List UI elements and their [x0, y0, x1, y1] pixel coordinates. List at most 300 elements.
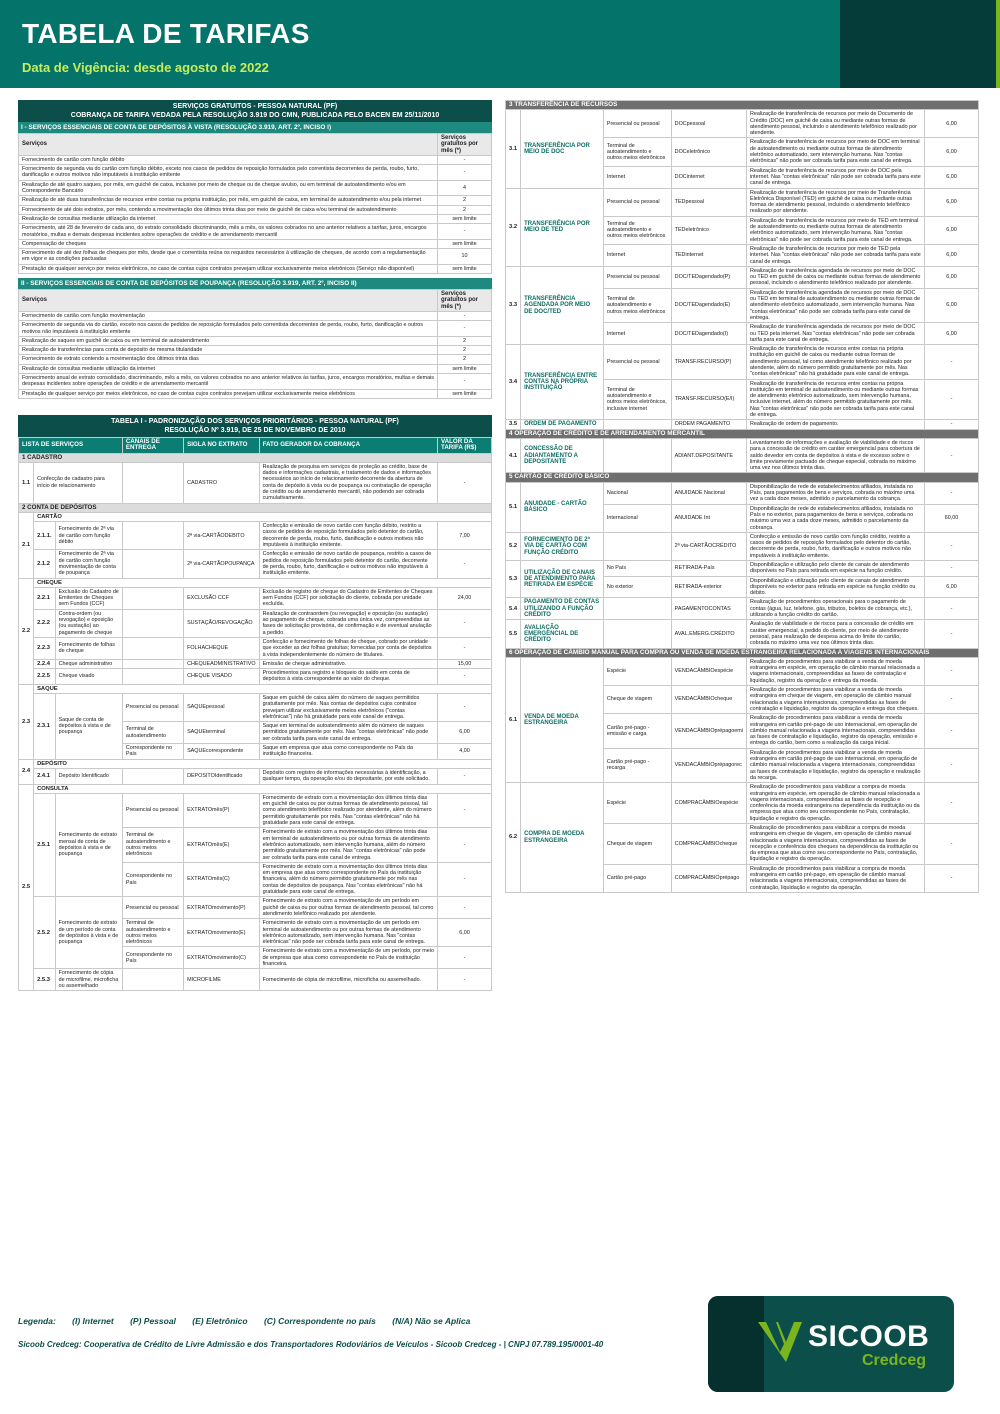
cell: Saque em empresa que atua como correspondente no País da instituição financeira.: [259, 744, 437, 760]
cell: 5.5: [506, 620, 521, 648]
cell: Correspondente no País: [122, 744, 183, 760]
cell: -: [438, 969, 492, 991]
cell: Exclusão do Cadastro de Emitentes de Cheques sem Fundos (CCF): [55, 587, 122, 609]
cell: 4,00: [438, 744, 492, 760]
cell: [122, 522, 183, 550]
cell: Presencial ou pessoal: [122, 694, 183, 722]
cell: SAQUEcorrespondente: [184, 744, 260, 760]
left-column: [18, 100, 492, 991]
cell: Fornecimento de 2ª via de cartão com função débito: [55, 522, 122, 550]
service-name: AVALIAÇÃO EMERGENCIAL DE CRÉDITO: [521, 620, 604, 648]
cell: Cheque administrativo: [55, 659, 122, 668]
cell: -: [438, 793, 492, 827]
cell: EXCLUSÃO CCF: [184, 587, 260, 609]
cell: Realização de transferência agendada de recursos por meio de DOC ou TED em terminal de autoatendimento ou mediante outras formas de atendimento eletrônico automatizado, sem intervenção humana. Nas "contas eletrônicas" não pode ser cobrada tarifa para este canal de entrega.: [746, 288, 924, 322]
cell: SAQUEterminal: [184, 722, 260, 744]
cell: Fornecimento de extrato com a movimentação dos últimos trinta dias em empresa que atua como correspondente no País da instituição financeira, além do número permitido gratuitamente por mês nas contas de depósitos de poupança. Nas "contas eletrônicas" não há gratuidade para este canal de entrega.: [259, 862, 437, 896]
col-free: Serviços gratuitos por mês (*): [438, 290, 492, 312]
cell: 1.1: [19, 462, 34, 503]
free-title-line2: COBRANÇA DE TARIFA VEDADA PELA RESOLUÇÃO 3.919 DO CMN, PUBLICADA PELO BACEN EM 25/11/2010: [70, 112, 440, 119]
cell: EXTRATOmês(P): [184, 793, 260, 827]
free-service: Fornecimento de cartão com função débito: [19, 155, 438, 164]
cell: ADIANT.DEPOSITANTE: [671, 438, 746, 472]
group-header: 2 CONTA DE DEPÓSITOS: [19, 503, 492, 512]
cell: 6,00: [925, 138, 979, 166]
free-row: [19, 249, 492, 265]
cell: Terminal de autoatendimento e outros meios eletrônicos, inclusive internet: [603, 379, 671, 420]
service-name: TRANSFERÊNCIA POR MEIO DE TED: [521, 188, 604, 266]
cell: 6,00: [925, 166, 979, 188]
cell: ANUIDADE Int: [671, 504, 746, 532]
cell: Fornecimento de extrato com a movimentação de um período em terminal de autoatendimento ou por outras formas de atendimento eletrônico automatizado, sem intervenção humana. Nas "contas eletrônicas" não pode ser cobrada tarifa para este canal de entrega.: [259, 919, 437, 947]
cell: Realização de transferência agendada de recursos por meio de DOC ou TED pela internet. Nas "contas eletrônicas" não pode ser cobrada tarifa para este canal de entrega.: [746, 323, 924, 345]
cell: DEPOSITOIdentificado: [184, 768, 260, 784]
cell: 2.2.3: [34, 637, 56, 659]
sicoob-symbol-icon: [756, 1318, 804, 1366]
cell: COMPRACÂMBIOcheque: [671, 823, 746, 864]
cell: -: [438, 669, 492, 685]
cell: Realização de transferência de recursos por meio de DOC pela internet. Nas "contas eletrônicas" não pode ser cobrada tarifa para este canal de entrega.: [746, 166, 924, 188]
free-service: Fornecimento de segunda via do cartão, exceto nos casos de pedidos de reposição formulados pelo correntista decorrentes de perda, roubo, furto, danificação e outros motivos não imputáveis à instituição emitente: [19, 321, 438, 337]
cell: 2ª via-CARTÃOPOUPANÇA: [184, 550, 260, 578]
free-count: sem limite: [438, 214, 492, 223]
header-accent: [996, 0, 1000, 88]
cell: Internacional: [603, 504, 671, 532]
cell: Emissão de cheque administrativo.: [259, 659, 437, 668]
cell: -: [925, 823, 979, 864]
col-sigla: SIGLA NO EXTRATO: [184, 437, 260, 453]
cell: -: [438, 637, 492, 659]
free-count: -: [438, 311, 492, 320]
cell: Fornecimento de extrato com a movimentação de um período em guichê de caixa ou por outras formas de atendimento pessoal, tal como atendimento telefônico realizado por atendente.: [259, 897, 437, 919]
cell: Exclusão de registro de cheque do Cadastro de Emitentes de Cheques sem Fundos (CCF) por solicitação do cliente, cobrada por unidade excluída.: [259, 587, 437, 609]
cell: Realização de procedimentos para viabilizar a venda de moeda estrangeira em cartão pré-pago de uso internacional, em operação de câmbio manual relacionada a viagens internacionais, compreendidas as fases de contratação e liquidação, registro da operação, emissão e entrega do cartão, bem como a realização da carga inicial.: [746, 714, 924, 748]
cell: Disponibilização de rede de estabelecimentos afiliados, instalada no País e no exterior, para pagamentos de bens e serviços, cobrada no máximo uma vez a cada doze meses, admitido o parcelamento da cobrança.: [746, 504, 924, 532]
cell: Depósito com registro de informações necessárias à identificação, a qualquer tempo, da operação e/ou do depositante, por este solicitado.: [259, 768, 437, 784]
cell: Realização de transferência de recursos entre contas na própria instituição em guichê de caixa ou mediante outras formas de atendimento pessoal, tal como atendimento telefônico realizado por atendente, além do número permitido gratuitamente por mês. Nas "contas eletrônicas" não há gratuidade para este canal de entrega.: [746, 345, 924, 379]
cell: Saque de conta de depósitos à vista e de poupança: [55, 694, 122, 760]
cell: -: [925, 864, 979, 892]
cell: Realização de transferência de recursos por meio de DOC em terminal de autoatendimento ou mediante outras formas de atendimento eletrônico automatizado, sem intervenção humana. Nas "contas eletrônicas" não pode ser cobrada tarifa para este canal de entrega.: [746, 138, 924, 166]
cell: Saque em terminal de autoatendimento além do número de saques permitidos gratuitamente por mês. Nas "contas eletrônicas" não pode ser cobrada tarifa para este canal de entrega.: [259, 722, 437, 744]
cell: Realização de procedimentos para viabilizar a venda de moeda estrangeira em cartão pré-pago de uso internacional, em operação de câmbio manual relacionada a viagens internacionais, compreendidas as fases de contratação e liquidação, registro da operação e realização da recarga.: [746, 748, 924, 782]
free-row: [19, 239, 492, 248]
cell: -: [438, 768, 492, 784]
cell: Fornecimento de extrato com a movimentação dos últimos trinta dias em guichê de caixa ou por outras formas de atendimento pessoal, tal como atendimento telefônico realizado por atendente, além do número permitido gratuitamente por mês. Nas "contas eletrônicas" não há gratuidade para este canal de entrega.: [259, 793, 437, 827]
cell: Fornecimento de cópia de microfilme, microficha ou assemelhado: [55, 969, 122, 991]
cell: Confecção e fornecimento de folhas de cheque, cobrado por unidade que exceder as dez folhas gratuitas; fornecidas por conta de depósitos à vista independentemente do número de titulares.: [259, 637, 437, 659]
free-row: [19, 311, 492, 320]
cell: Contra-ordem (ou revogação) e oposição (ou sustação) ao pagamento de cheque: [55, 609, 122, 637]
cell: 3.2: [506, 188, 521, 266]
cell: -: [438, 828, 492, 862]
free-count: sem limite: [438, 239, 492, 248]
cell: No exterior: [603, 576, 671, 598]
cell: Realização de ordem de pagamento.: [746, 420, 924, 429]
free-count: -: [438, 321, 492, 337]
cell: Terminal de autoatendimento e outros meios eletrônicos: [122, 919, 183, 947]
cell: Terminal de autoatendimento e outros meios eletrônicos: [603, 288, 671, 322]
cell: Realização de transferência de recursos por meio de Transferência Eletrônica Disponível (TED) em guichê de caixa ou mediante outras formas de atendimento pessoal, incluindo o atendimento telefônico realizado por atendente.: [746, 188, 924, 216]
cell: 6,00: [438, 722, 492, 744]
sub-header: CHEQUE: [34, 578, 492, 587]
legend-item: (P) Pessoal: [130, 1316, 176, 1326]
cell: Procedimentos para registro e bloqueio do saldo em conta de depósitos à vista correspondente ao valor do cheque.: [259, 669, 437, 685]
legend-label: Legenda:: [18, 1316, 56, 1326]
free-row: [19, 346, 492, 355]
cell: 3.4: [506, 345, 521, 420]
cell: -: [438, 550, 492, 578]
cell: CHEQUE VISADO: [184, 669, 260, 685]
cell: Realização de transferência de recursos por meio de TED pela internet. Nas "contas eletrônicas" não pode ser cobrada tarifa para este canal de entrega.: [746, 244, 924, 266]
cell: SUSTAÇÃO/REVOGAÇÃO: [184, 609, 260, 637]
cell: -: [925, 748, 979, 782]
cell: -: [925, 620, 979, 648]
cell: MICROFILME: [184, 969, 260, 991]
cell: -: [925, 420, 979, 429]
col-lista: LISTA DE SERVIÇOS: [19, 437, 123, 453]
cell: Avaliação de viabilidade e de riscos para a concessão de crédito em caráter emergencial, a pedido do cliente, por meio de atendimento pessoal, para realização de despesa acima do limite do cartão, cobrada no máximo uma vez nos últimos trinta dias.: [746, 620, 924, 648]
cell: VENDACÂMBIOprépagorec: [671, 748, 746, 782]
col-services: Serviços: [19, 290, 438, 312]
free-count: -: [438, 165, 492, 181]
cell: 2.2.2: [34, 609, 56, 637]
cell: -: [438, 694, 492, 722]
cell: 3.1: [506, 110, 521, 188]
cell: DOC/TEDagendado(I): [671, 323, 746, 345]
legend-item: (N/A) Não se Aplica: [392, 1316, 471, 1326]
cell: Saque em guichê de caixa além do número de saques permitidos gratuitamente por mês. Nas contas de depósitos cujos contratos prevejam utilizar exclusivamente meios eletrônicos ("contas eletrônicas") não há gratuidade para este canal de entrega.: [259, 694, 437, 722]
cell: DOCinternet: [671, 166, 746, 188]
service-name: ORDEM DE PAGAMENTO: [521, 420, 604, 429]
cell: Fornecimento de extrato com a movimentação dos últimos trinta dias em terminal de autoatendimento ou por outras formas de atendimento eletrônico automatizado, sem intervenção humana, além do número permitido gratuitamente por mês. Nas "contas eletrônicas" não pode ser cobrada tarifa para este canal de entrega.: [259, 828, 437, 862]
cell: -: [438, 862, 492, 896]
cell: DOCeletrônico: [671, 138, 746, 166]
cell: Internet: [603, 244, 671, 266]
cell: EXTRATOmovimento(C): [184, 947, 260, 969]
cell: 24,00: [438, 587, 492, 609]
cell: 6,00: [925, 576, 979, 598]
cell: Espécie: [603, 783, 671, 824]
col-services: Serviços: [19, 134, 438, 156]
free-service: Realização de consultas mediante utilização da internet: [19, 364, 438, 373]
cell: Presencial ou pessoal: [603, 188, 671, 216]
cell: Realização de procedimentos operacionais para o pagamento de contas (água, luz, telefone, gás, tributos, boletos de cobrança, etc.), utilizando a função crédito do cartão.: [746, 598, 924, 620]
free-count: 10: [438, 249, 492, 265]
cell: Realização de procedimentos para viabilizar a venda de moeda estrangeira em espécie, em operação de câmbio manual relacionada a viagens internacionais, compreendidas as fases de contratação e liquidação, registro da operação e entrega da moeda.: [746, 657, 924, 685]
page-header: [0, 0, 1000, 88]
cell: -: [438, 462, 492, 503]
cell: Presencial ou pessoal: [603, 110, 671, 138]
free-count: 2: [438, 336, 492, 345]
cell: 2.2.5: [34, 669, 56, 685]
free-table-1: [18, 133, 492, 274]
free-table-2: [18, 289, 492, 399]
service-name: COMPRA DE MOEDA ESTRANGEIRA: [521, 783, 604, 893]
cell: -: [925, 345, 979, 379]
free-row: [19, 374, 492, 390]
group-header: 4 OPERAÇÃO DE CRÉDITO E DE ARRENDAMENTO MERCANTIL: [506, 429, 979, 438]
cell: 2.1.2: [34, 550, 56, 578]
free-title-line1: SERVIÇOS GRATUITOS - PESSOA NATURAL (PF): [172, 103, 338, 110]
cell: -: [925, 657, 979, 685]
cell: Cartão pré-pago - emissão e carga: [603, 714, 671, 748]
cell: 2.2.1: [34, 587, 56, 609]
cell: EXTRATOmovimento(P): [184, 897, 260, 919]
cell: 6.1: [506, 657, 521, 782]
free-section-2-header: II - SERVIÇOS ESSENCIAIS DE CONTA DE DEPÓSITOS DE POUPANÇA (RESOLUÇÃO 3.919, ART. 2º, INCISO II): [18, 278, 492, 289]
cell: -: [925, 714, 979, 748]
free-service: Fornecimento de até dez folhas de cheques por mês, desde que o correntista reúna os requisitos necessários à utilização de cheques, de acordo com a regulamentação em vigor e as condições pactuadas: [19, 249, 438, 265]
cell: Fornecimento de cópia de microfilme, microficha ou assemelhado.: [259, 969, 437, 991]
cell: [603, 598, 671, 620]
cell: Cartão pré-pago: [603, 864, 671, 892]
group-header: 1 CADASTRO: [19, 453, 492, 462]
cell: TEDpessoal: [671, 188, 746, 216]
cell: 7,00: [438, 522, 492, 550]
cell: Presencial ou pessoal: [122, 793, 183, 827]
cell: SAQUEpessoal: [184, 694, 260, 722]
cell: Realização de procedimentos para viabilizar a compra de moeda estrangeira em cheque de viagem, em operação de câmbio manual relacionada a viagens internacionais, compreendidas as fases de recepção e conferência dos cheques na dependência da instituição ou da empresa que atua como seu correspondente no País, contratação, liquidação e registro da operação.: [746, 823, 924, 864]
cell: CHEQUEADMINISTRATIVO: [184, 659, 260, 668]
col-canais: CANAIS DE ENTREGA: [122, 437, 183, 453]
free-count: -: [438, 224, 492, 240]
free-count: -: [438, 155, 492, 164]
cell: Cheque de viagem: [603, 686, 671, 714]
cell: 2ª via-CARTÃOCRÉDITO: [671, 532, 746, 560]
cell: 6,00: [925, 323, 979, 345]
cell: TRANSF.RECURSO(P): [671, 345, 746, 379]
cell: TRANSF.RECURSO(E/I): [671, 379, 746, 420]
cell: Correspondente no País: [122, 947, 183, 969]
cell: AVAL.EMERG.CRÉDITO: [671, 620, 746, 648]
cell: VENDACÂMBIOprépagoemi: [671, 714, 746, 748]
free-count: 2: [438, 346, 492, 355]
free-row: [19, 155, 492, 164]
free-service: Fornecimento de até dois extratos, por mês, contendo a movimentação dos últimos trinta dias por meio de guichê de caixa e/ou terminal de autoatendimento: [19, 205, 438, 214]
cell: Presencial ou pessoal: [603, 266, 671, 288]
cell: Fornecimento de extrato com a movimentação de um período, por meio de empresa que atua como correspondente no País de instituição financeira.: [259, 947, 437, 969]
cell: [603, 620, 671, 648]
cell: Depósito Identificado: [55, 768, 122, 784]
free-service: Compensação de cheques: [19, 239, 438, 248]
table-1-title: [18, 415, 492, 437]
free-service: Fornecimento de cartão com função movimentação: [19, 311, 438, 320]
cell: 2.4.1: [34, 768, 56, 784]
free-count: sem limite: [438, 264, 492, 273]
cell: TEDinternet: [671, 244, 746, 266]
free-service: Prestação de qualquer serviço por meios eletrônicos, no caso de contas cujos contratos prevejam utilizar exclusivamente meios eletrônicos (Serviço não disponível): [19, 264, 438, 273]
cell: RETIRADA-País: [671, 561, 746, 577]
cell: Terminal de autoatendimento e outros meios eletrônicos: [603, 138, 671, 166]
table-1-title-line1: TABELA I - PADRONIZAÇÃO DOS SERVIÇOS PRIORITÁRIOS - PESSOA NATURAL (PF): [111, 417, 399, 425]
free-service: Realização de consultas mediante utilização da internet: [19, 214, 438, 223]
legend: [18, 1316, 484, 1326]
cell: 2.5.1: [34, 793, 56, 896]
cell: Terminal de autoatendimento e outros meios eletrônicos: [603, 216, 671, 244]
service-name: PAGAMENTO DE CONTAS UTILIZANDO A FUNÇÃO CRÉDITO: [521, 598, 604, 620]
cell: Realização de transferência de recursos por meio de TED em terminal de autoatendimento ou mediante outras formas de atendimento eletrônico automatizado, sem intervenção humana. Nas "contas eletrônicas" não pode ser cobrada tarifa para este canal de entrega.: [746, 216, 924, 244]
free-row: [19, 205, 492, 214]
free-service: Realização de até duas transferências de recursos entre contas na própria instituição, por mês, em guichê de caixa, em terminal de autoatendimento e/ou pela internet: [19, 196, 438, 205]
col-valor: VALOR DA TARIFA (R$): [438, 437, 492, 453]
cell: RETIRADA-exterior: [671, 576, 746, 598]
cell: ANUIDADE Nacional: [671, 482, 746, 504]
free-row: [19, 224, 492, 240]
cell: -: [925, 561, 979, 577]
service-name: TRANSFERÊNCIA AGENDADA POR MEIO DE DOC/TED: [521, 266, 604, 344]
service-name: TRANSFERÊNCIA POR MEIO DE DOC: [521, 110, 604, 188]
free-services-title: [18, 100, 492, 122]
cell: Realização de transferência agendada de recursos por meio de DOC ou TED em guichê de caixa ou mediante outras formas de atendimento pessoal, incluindo o atendimento telefônico realizado por atendente.: [746, 266, 924, 288]
free-count: 2: [438, 355, 492, 364]
cell: EXTRATOmês(C): [184, 862, 260, 896]
cell: 2.3.1: [34, 694, 56, 760]
cell: FOLHACHEQUE: [184, 637, 260, 659]
cell: Realização de transferência de recursos entre contas na própria instituição em terminal de autoatendimento ou mediante outras formas de atendimento eletrônico automatizado, sem intervenção humana, inclusive internet, além do número permitido gratuitamente por mês. Nas "contas eletrônicas" não pode ser cobrada tarifa para este canal de entrega.: [746, 379, 924, 420]
cell: -: [925, 482, 979, 504]
sub-header: DEPÓSITO: [34, 759, 492, 768]
free-row: [19, 321, 492, 337]
cell: Levantamento de informações e avaliação de viabilidade e de riscos para a concessão de crédito em caráter emergencial para cobertura de saldo devedor em conta de depósitos à vista e de excesso sobre o limite previamente pactuado de cheque especial, cobrada no máximo uma vez nos últimos trinta dias.: [746, 438, 924, 472]
cell: COMPRACÂMBIOespécie: [671, 783, 746, 824]
cell: 6,00: [438, 919, 492, 947]
page-subtitle: Data de Vigência: desde agosto de 2022: [22, 60, 269, 75]
cell: [603, 532, 671, 560]
cell: Terminal de autoatendimento: [122, 722, 183, 744]
free-service: Realização de transferências para conta de depósito de mesma titularidade: [19, 346, 438, 355]
cell: -: [925, 379, 979, 420]
logo-name: SICOOB: [808, 1320, 930, 1353]
cell: Disponibilização e utilização pelo cliente de canais de atendimento disponíveis no exterior para retirada em espécie na função crédito ou débito.: [746, 576, 924, 598]
cell: DOC/TEDagendado(E): [671, 288, 746, 322]
cell: -: [438, 947, 492, 969]
sub-header: CONSULTA: [34, 784, 492, 793]
cell: 3.5: [506, 420, 521, 429]
free-service: Realização de até quatro saques, por mês, em guichê de caixa, inclusive por meio de cheque ou de cheque avulso, ou em terminal de autoatendimento e/ou em Correspondente Bancário: [19, 180, 438, 196]
cell: -: [438, 609, 492, 637]
free-count: -: [438, 374, 492, 390]
free-row: [19, 364, 492, 373]
col-fato: FATO GERADOR DA COBRANÇA: [259, 437, 437, 453]
free-service: Fornecimento, até 28 de fevereiro de cada ano, do extrato consolidado discriminando, mês a mês, os valores cobrados no ano anterior relativos a tarifas, juros, encargos moratórios, multas e demais despesas incidentes sobre operações de crédito e de arrendamento mercantil: [19, 224, 438, 240]
cell: No País: [603, 561, 671, 577]
cell: COMPRACÂMBIOprépago: [671, 864, 746, 892]
cell: Realização de contraordem (ou revogação) e oposição (ou sustação) ao pagamento de cheque, cobrada uma única vez, compreendidas as fases de solicitação provisória, de confirmação e de eventual anulação a pedido.: [259, 609, 437, 637]
free-row: [19, 165, 492, 181]
sub-header: SAQUE: [34, 684, 492, 693]
cell: ORDEM PAGAMENTO: [671, 420, 746, 429]
cell: VENDACÂMBIOcheque: [671, 686, 746, 714]
cell: Realização de procedimentos para viabilizar a compra de moeda estrangeira em cartão pré-pago, em operação de câmbio manual relacionada a viagens internacionais, compreendidas as fases de contratação, liquidação e registro da operação.: [746, 864, 924, 892]
free-service: Prestação de qualquer serviço por meios eletrônicos, no caso de contas cujos contratos prevejam utilizar exclusivamente meios eletrônicos: [19, 389, 438, 398]
cell: EXTRATOmês(E): [184, 828, 260, 862]
legend-item: (I) Internet: [72, 1316, 114, 1326]
cell: Terminal de autoatendimento e outros meios eletrônicos: [122, 828, 183, 862]
free-service: Realização de saques em guichê de caixa ou em terminal de autoatendimento: [19, 336, 438, 345]
cell: 6,00: [925, 110, 979, 138]
cell: -: [925, 686, 979, 714]
cell: -: [925, 598, 979, 620]
free-service: Fornecimento de extrato contendo a movimentação dos últimos trinta dias: [19, 355, 438, 364]
free-row: [19, 264, 492, 273]
free-count: 4: [438, 180, 492, 196]
free-service: Fornecimento de segunda via do cartão com função débito, exceto nos casos de pedidos de reposição formulados pelo correntista decorrentes de perda, roubo, furto, danificação e outros motivos não imputáveis à instituição emitente: [19, 165, 438, 181]
legend-item: (E) Eletrônico: [192, 1316, 248, 1326]
legend-item: (C) Correspondente no país: [263, 1316, 376, 1326]
free-row: [19, 336, 492, 345]
cell: Cartão pré-pago - recarga: [603, 748, 671, 782]
free-count: sem limite: [438, 364, 492, 373]
cell: Correspondente no País: [122, 862, 183, 896]
cell: 5.4: [506, 598, 521, 620]
cell: EXTRATOmovimento(E): [184, 919, 260, 947]
cell: 3.3: [506, 266, 521, 344]
free-count: 2: [438, 205, 492, 214]
service-name: UTILIZAÇÃO DE CANAIS DE ATENDIMENTO PARA RETIRADA EM ESPÉCIE: [521, 561, 604, 598]
table-1: LISTA DE SERVIÇOS CANAIS DE ENTREGA SIGLA NO EXTRATO FATO GERADOR DA COBRANÇA VALOR DA TARIFA (R$) 1 CADASTRO 1.1 Confecção de cadastro para início de relacionamento CADASTRO Realização de pesquisa em serviços de proteção ao crédito, base de dados e informações cadastrais, e tratamento de dados e informações necessários ao início de relacionamento decorrente da abertura de conta de depósito à vista ou de poupança ou contratação de operação de crédito ou de arrendamento mercantil, não podendo ser cobrada cumulativamente. - 2 CONTA DE DEPÓSITOS 2.1 CARTÃO 2.1.1. Fornecimento de 2ª via de cartão com função débito 2ª via-CARTÃODEBITO Confecção e emissão de novo cartão com função débito, restrito a casos de pedidos de reposição formulados pelo detentor do cartão, decorrente de perda, roubo, furto, danificação e outros motivos não imputáveis à instituição emitente. 7,00 2.1.2 Fornecimento de 2ª via de cartão com função movimentação de conta de poupança 2ª via-CARTÃOPOUPANÇA Confecção e emissão de novo cartão de poupança, restrito a casos de pedidos de reposição formulados pelo detentor do cartão, decorrente de perda, roubo, furto, danificação e outros motivos não imputáveis à instituição emitente. - 2.2 CHEQUE 2.2.1 Exclusão do Cadastro de Emitentes de Cheques sem Fundos (CCF) EXCLUSÃO CCF Exclusão de registro de cheque do Cadastro de Emitentes de Cheques sem Fundos (CCF) por solicitação do cliente, cobrada por unidade excluída. 24,00 2.2.2 Contra-ordem (ou revogação) e oposição (ou sustação) ao pagamento de cheque SUSTAÇÃO/REVOGAÇÃO Realização de contraordem (ou revogação) e oposição (ou sustação) ao pagamento de cheque, cobrada uma única vez, compreendidas as fases de solicitação provisória, de confirmação e de eventual anulação a pedido. - 2.2.3 Fornecimento de folhas de cheque FOLHACHEQUE Confecção e fornecimento de folhas de cheque, cobrado por unidade que exceder as dez folhas gratuitas; fornecidas por conta de depósitos à vista independentemente do número de titulares. - 2.2.4 Cheque administrativo CHEQUEADMINISTRATIVO Emissão de cheque administrativo. 15,00 2.2.5 Cheque visado CHEQUE VISADO Procedimentos para registro e bloqueio do saldo em conta de depósitos à vista correspondente ao valor do cheque. - 2.3 SAQUE 2.3.1 Saque de conta de depósitos à vista e de poupança Presencial ou pessoal SAQUEpessoal Saque em guichê de caixa além do número de saques permitidos gratuitamente por mês. Nas contas de depósitos cujos contratos prevejam utilizar exclusivamente meios eletrônicos ("contas eletrônicas") não há gratuidade para este canal de entrega. - Terminal de autoatendimento SAQUEterminal Saque em terminal de autoatendimento além do número de saques permitidos gratuitamente por mês. Nas "contas eletrônicas" não pode ser cobrada tarifa para este canal de entrega. 6,00 Correspondente no País SAQUEcorrespondente Saque em empresa que atua como correspondente no País da instituição financeira. 4,00 2.4 DEPÓSITO 2.4.1 Depósito Identificado DEPOSITOIdentificado Depósito com registro de informações necessárias à identificação, a qualquer tempo, da operação e/ou do depositante, por este solicitado. - 2.5 CONSULTA 2.5.1 Fornecimento de extrato mensal de conta de depósitos à vista e de poupança Presencial ou pessoal EXTRATOmês(P) Fornecimento de extrato com a movimentação dos últimos trinta dias em guichê de caixa ou por outras formas de atendimento pessoal, tal como atendimento telefônico realizado por atendente, além do número permitido gratuitamente por mês. Nas "contas eletrônicas" não há gratuidade para este canal de entrega. - Terminal de autoatendimento e outros meios eletrônicos EXTRATOmês(E) Fornecimento de extrato com a movimentação dos últimos trinta dias em terminal de autoatendimento ou por outras formas de atendimento eletrônico automatizado, sem intervenção humana, além do número permitido gratuitamente por mês. Nas "contas eletrônicas" não pode ser cobrada tarifa para este canal de entrega. - Correspondente no País EXTRATOmês(C) Fornecimento de extrato com a movimentação dos últimos trinta dias em empresa que atua como correspondente no País da instituição financeira, além do número permitido gratuitamente por mês nas contas de depósitos de poupança. Nas "contas eletrônicas" não há gratuidade para este canal de entrega. - 2.5.2 Fornecimento de extrato de um período de conta de depósitos à vista e de poupança Presencial ou pessoal EXTRATOmovimento(P) Fornecimento de extrato com a movimentação de um período em guichê de caixa ou por outras formas de atendimento pessoal, tal como atendimento telefônico realizado por atendente. - Terminal de autoatendimento e outros meios eletrônicos EXTRATOmovimento(E) Fornecimento de extrato com a movimentação de um período em terminal de autoatendimento ou por outras formas de atendimento eletrônico automatizado, sem intervenção humana. Nas "contas eletrônicas" não pode ser cobrada tarifa para este canal de entrega. 6,00 Correspondente no País EXTRATOmovimento(C) Fornecimento de extrato com a movimentação de um período, por meio de empresa que atua como correspondente no País de instituição financeira. - 2.5.3 Fornecimento de cópia de microfilme, microficha ou assemelhado MICROFILME Fornecimento de cópia de microfilme, microficha ou assemelhado. -: [18, 437, 492, 991]
cell: Espécie: [603, 657, 671, 685]
cell: Presencial ou pessoal: [603, 345, 671, 379]
page-title: TABELA DE TARIFAS: [22, 18, 310, 49]
service-name: ANUIDADE - CARTÃO BÁSICO: [521, 482, 604, 532]
service-name: FORNECIMENTO DE 2ª VIA DE CARTÃO COM FUNÇÃO CRÉDITO: [521, 532, 604, 560]
group-header: 5 CARTÃO DE CRÉDITO BÁSICO: [506, 473, 979, 482]
cell: Confecção e emissão de novo cartão de poupança, restrito a casos de pedidos de reposição formulados pelo detentor do cartão, decorrente de perda, roubo, furto, danificação e outros motivos não imputáveis à instituição emitente.: [259, 550, 437, 578]
cell: VENDACÂMBIOespécie: [671, 657, 746, 685]
cell: CADASTRO: [184, 462, 260, 503]
sicoob-logo: [708, 1296, 954, 1392]
cell: Disponibilização de rede de estabelecimentos afiliados, instalada no País, para pagamentos de bens e serviços, cobrada no máximo uma vez a cada doze meses, admitido o parcelamento da cobrança.: [746, 482, 924, 504]
free-count: 2: [438, 196, 492, 205]
right-table: [505, 100, 979, 893]
cell: Fornecimento de 2ª via de cartão com função movimentação de conta de poupança: [55, 550, 122, 578]
cell: 2.5.2: [34, 897, 56, 969]
cell: Confecção de cadastro para início de relacionamento: [34, 462, 123, 503]
free-row: [19, 389, 492, 398]
cell: Presencial ou pessoal: [122, 897, 183, 919]
free-section-1-header: I - SERVIÇOS ESSENCIAIS DE CONTA DE DEPÓSITOS À VISTA (RESOLUÇÃO 3.919, ART. 2º, INCISO I): [18, 122, 492, 133]
free-row: [19, 196, 492, 205]
cell: Realização de transferência de recursos por meio de Documento de Crédito (DOC) em guichê de caixa ou mediante outras formas de atendimento pessoal, incluindo o atendimento telefônico realizado por atendente.: [746, 110, 924, 138]
free-row: [19, 355, 492, 364]
cell: 6,00: [925, 216, 979, 244]
cell: TEDeletrônico: [671, 216, 746, 244]
right-column: [505, 100, 979, 893]
sub-header: CARTÃO: [34, 512, 492, 521]
cell: 60,00: [925, 504, 979, 532]
cell: 2.2.4: [34, 659, 56, 668]
cell: [122, 550, 183, 578]
free-row: [19, 214, 492, 223]
cell: Fornecimento de folhas de cheque: [55, 637, 122, 659]
cell: 6,00: [925, 288, 979, 322]
cell: DOCpessoal: [671, 110, 746, 138]
cell: Realização de pesquisa em serviços de proteção ao crédito, base de dados e informações cadastrais, e tratamento de dados e informações necessários ao início de relacionamento decorrente da abertura de conta de depósito à vista ou de poupança ou contratação de operação de crédito ou de arrendamento mercantil, não podendo ser cobrada cumulativamente.: [259, 462, 437, 503]
free-row: [19, 180, 492, 196]
group-header: 6 OPERAÇÃO DE CÂMBIO MANUAL PARA COMPRA OU VENDA DE MOEDA ESTRANGEIRA RELACIONADA A VIAGENS INTERNACIONAIS: [506, 648, 979, 657]
cell: Confecção e emissão de novo cartão com função débito, restrito a casos de pedidos de reposição formulados pelo detentor do cartão, decorrente de perda, roubo, furto, danificação e outros motivos não imputáveis à instituição emitente.: [259, 522, 437, 550]
free-service: Fornecimento anual de extrato consolidado, discriminando, mês a mês, os valores cobrados no ano anterior relativos às tarifas, juros, encargos moratórios, multas e demais despesas incidentes sobre operações de crédito e de arrendamento mercantil: [19, 374, 438, 390]
cell: Internet: [603, 166, 671, 188]
cell: 6.2: [506, 783, 521, 893]
logo-sub: Credceg: [862, 1352, 927, 1369]
cell: 6,00: [925, 188, 979, 216]
cell: DOC/TEDagendado(P): [671, 266, 746, 288]
col-free: Serviços gratuitos por mês (*): [438, 134, 492, 156]
cell: Cheque visado: [55, 669, 122, 685]
cell: Fornecimento de extrato mensal de conta de depósitos à vista e de poupança: [55, 793, 122, 896]
